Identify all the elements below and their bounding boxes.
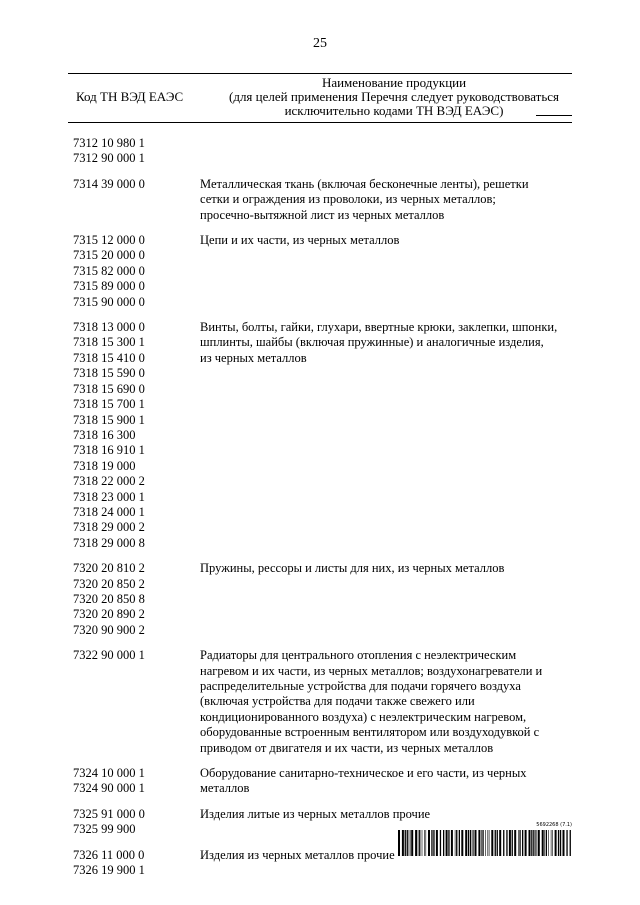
barcode-bar xyxy=(509,830,511,856)
hs-code: 7326 11 000 0 xyxy=(73,847,145,862)
barcode-bar xyxy=(409,830,410,856)
barcode-bar xyxy=(533,830,534,856)
hs-code: 7318 16 300 xyxy=(73,427,136,442)
description-cell xyxy=(200,177,570,223)
barcode-bar xyxy=(555,830,557,856)
description-line: Цепи и их части, из черных металлов xyxy=(200,233,400,248)
barcode-bar xyxy=(546,830,547,856)
hs-code: 7315 12 000 0 xyxy=(73,233,145,248)
description-line: шплинты, шайбы (включая пружинные) и аналогичные изделия, xyxy=(200,335,544,350)
description-line: Винты, болты, гайки, глухари, ввертные крюки, заклепки, шпонки, xyxy=(200,320,558,335)
code-cell xyxy=(73,648,200,756)
hs-code: 7320 20 850 8 xyxy=(73,591,145,606)
hs-code: 7318 13 000 0 xyxy=(73,320,145,335)
barcode-bar xyxy=(482,830,483,856)
hs-code: 7318 22 000 2 xyxy=(73,474,145,489)
barcode-caption: 5692268 (7.1) xyxy=(536,822,572,828)
description-line: сетки и ограждения из проволоки, из черных металлов; xyxy=(200,192,496,207)
hs-code: 7325 99 900 xyxy=(73,822,136,837)
hs-code: 7320 20 890 2 xyxy=(73,607,145,622)
barcode-bar xyxy=(542,830,544,856)
hs-code: 7326 19 900 1 xyxy=(73,863,145,878)
hs-code: 7318 29 000 8 xyxy=(73,535,145,550)
barcode-bar xyxy=(514,830,516,856)
description-line: Радиаторы для центрального отопления с неэлектрическим xyxy=(200,648,517,663)
header-code-column: Код ТН ВЭД ЕАЭС xyxy=(76,89,184,104)
barcode-bar xyxy=(443,830,444,856)
barcode-bar xyxy=(424,830,425,856)
table-row xyxy=(0,177,640,223)
barcode-bar xyxy=(426,830,427,856)
hs-code: 7314 39 000 0 xyxy=(73,176,145,191)
barcode-bar xyxy=(405,830,406,856)
barcode-bar xyxy=(459,830,460,856)
barcode-bar xyxy=(551,830,552,856)
barcode-bar xyxy=(418,830,419,856)
hs-code: 7312 90 000 1 xyxy=(73,151,145,166)
description-cell xyxy=(200,561,570,638)
hs-code: 7318 15 590 0 xyxy=(73,366,145,381)
barcode-bar xyxy=(512,830,513,856)
barcode-bar xyxy=(570,830,571,856)
barcode-bar xyxy=(468,830,469,856)
header-name-line: Наименование продукции xyxy=(321,75,467,90)
barcode-bar xyxy=(446,830,448,856)
code-cell xyxy=(73,233,200,310)
header-rule xyxy=(536,115,572,116)
barcode-bar xyxy=(448,830,449,856)
barcode-bar xyxy=(485,830,486,856)
barcode-bar xyxy=(518,830,519,856)
description-line: распределительные устройства для подачи горячего воздуха xyxy=(200,679,521,693)
barcode-bar xyxy=(436,830,438,856)
hs-code: 7325 91 000 0 xyxy=(73,806,145,821)
table-body xyxy=(0,136,640,888)
hs-code: 7315 20 000 0 xyxy=(73,248,145,263)
barcode-bar xyxy=(402,830,404,856)
barcode xyxy=(398,822,572,856)
hs-code: 7324 10 000 1 xyxy=(73,766,145,781)
barcode-bar xyxy=(531,830,532,856)
hs-code: 7318 29 000 2 xyxy=(73,520,145,535)
barcode-bar xyxy=(489,830,490,856)
barcode-bar xyxy=(433,830,434,856)
barcode-bar xyxy=(415,830,417,856)
barcode-bar xyxy=(548,830,549,856)
barcode-bar xyxy=(470,830,471,856)
barcode-image xyxy=(398,830,572,856)
barcode-bar xyxy=(566,830,567,856)
description-line: Изделия из черных металлов прочие xyxy=(200,847,395,862)
table-row xyxy=(0,648,640,756)
barcode-bar xyxy=(422,830,423,856)
barcode-bar xyxy=(525,830,527,856)
description-line: Металлическая ткань (включая бесконечные ленты), решетки xyxy=(200,176,529,191)
barcode-bar xyxy=(560,830,561,856)
barcode-bar xyxy=(475,830,477,856)
hs-code: 7318 15 900 1 xyxy=(73,412,145,427)
code-cell xyxy=(73,766,200,797)
description-line: металлов xyxy=(200,781,250,796)
header-name-line: исключительно кодами ТН ВЭД ЕАЭС) xyxy=(284,103,504,118)
barcode-bar xyxy=(497,830,498,856)
barcode-bar xyxy=(472,830,473,856)
barcode-bar xyxy=(552,830,553,856)
page-number: 25 xyxy=(313,36,327,51)
description-line: из черных металлов xyxy=(200,350,307,365)
barcode-bar xyxy=(558,830,559,856)
table-row xyxy=(0,766,640,797)
hs-code: 7320 20 850 2 xyxy=(73,576,145,591)
barcode-bar xyxy=(440,830,441,856)
description-cell xyxy=(200,320,570,551)
description-line: (включая устройства для подачи также свежего или xyxy=(200,694,475,709)
hs-code: 7318 24 000 1 xyxy=(73,504,145,519)
barcode-bar xyxy=(456,830,457,856)
table-row xyxy=(0,320,640,551)
hs-code: 7318 15 700 1 xyxy=(73,397,145,412)
description-cell xyxy=(200,766,570,797)
barcode-bar xyxy=(535,830,536,856)
header-name-column xyxy=(218,76,570,118)
code-cell xyxy=(73,136,200,167)
hs-code: 7320 90 900 2 xyxy=(73,622,145,637)
hs-code: 7320 20 810 2 xyxy=(73,561,145,576)
description-line: оборудованные встроенным вентилятором или воздуходувкой с xyxy=(200,725,540,740)
hs-code: 7318 19 000 xyxy=(73,458,136,473)
description-line: просечно-вытяжной лист из черных металлов xyxy=(200,207,445,222)
hs-code: 7315 89 000 0 xyxy=(73,279,145,294)
barcode-bar xyxy=(495,830,496,856)
description-line: Оборудование санитарно-техническое и его части, из черных xyxy=(200,766,527,781)
barcode-bar xyxy=(411,830,413,856)
barcode-bar xyxy=(465,830,467,856)
barcode-bar xyxy=(522,830,523,856)
barcode-bar xyxy=(519,830,520,856)
description-line: нагревом и их части, из черных металлов; воздухонагреватели и xyxy=(200,663,543,678)
barcode-bar xyxy=(455,830,456,856)
hs-code: 7322 90 000 1 xyxy=(73,648,145,663)
hs-code: 7312 10 980 1 xyxy=(73,136,145,150)
barcode-bar xyxy=(563,830,565,856)
description-line: приводом от двигателя и их части, из черных металлов xyxy=(200,740,494,755)
barcode-bar xyxy=(419,830,420,856)
description-line: Пружины, рессоры и листы для них, из черных металлов xyxy=(200,561,505,576)
barcode-bar xyxy=(538,830,540,856)
hs-code: 7318 15 690 0 xyxy=(73,381,145,396)
barcode-bar xyxy=(410,830,411,856)
barcode-bar xyxy=(499,830,501,856)
barcode-bar xyxy=(451,830,453,856)
barcode-bar xyxy=(506,830,507,856)
barcode-bar xyxy=(503,830,504,856)
barcode-bar xyxy=(488,830,489,856)
barcode-bar xyxy=(529,830,531,856)
description-cell xyxy=(200,648,570,756)
hs-code: 7318 15 300 1 xyxy=(73,335,145,350)
barcode-bar xyxy=(407,830,408,856)
barcode-bar xyxy=(398,830,400,856)
hs-code: 7318 15 410 0 xyxy=(73,350,145,365)
code-cell xyxy=(73,320,200,551)
description-line: Изделия литые из черных металлов прочие xyxy=(200,806,431,821)
barcode-bar xyxy=(461,830,463,856)
hs-code: 7318 16 910 1 xyxy=(73,443,145,458)
description-cell xyxy=(200,136,570,167)
barcode-bar xyxy=(473,830,474,856)
code-cell xyxy=(73,807,200,838)
header-name-line: (для целей применения Перечня следует руководствоваться xyxy=(229,89,559,104)
barcode-bar xyxy=(481,830,482,856)
barcode-bar xyxy=(431,830,432,856)
barcode-bar xyxy=(491,830,493,856)
hs-code: 7315 90 000 0 xyxy=(73,294,145,309)
code-cell xyxy=(73,177,200,223)
description-line: кондиционированного воздуха) с неэлектрическим нагревом, xyxy=(200,709,527,724)
barcode-bar xyxy=(537,830,538,856)
barcode-bar xyxy=(478,830,480,856)
table-row xyxy=(0,233,640,310)
hs-code: 7324 90 000 1 xyxy=(73,781,145,796)
table-row xyxy=(0,136,640,167)
hs-code: 7315 82 000 0 xyxy=(73,263,145,278)
hs-code: 7318 23 000 1 xyxy=(73,489,145,504)
barcode-bar xyxy=(428,830,430,856)
table-row xyxy=(0,561,640,638)
code-cell xyxy=(73,561,200,638)
code-cell xyxy=(73,848,200,879)
table-header xyxy=(68,73,572,123)
barcode-bar xyxy=(544,830,545,856)
description-cell xyxy=(200,233,570,310)
